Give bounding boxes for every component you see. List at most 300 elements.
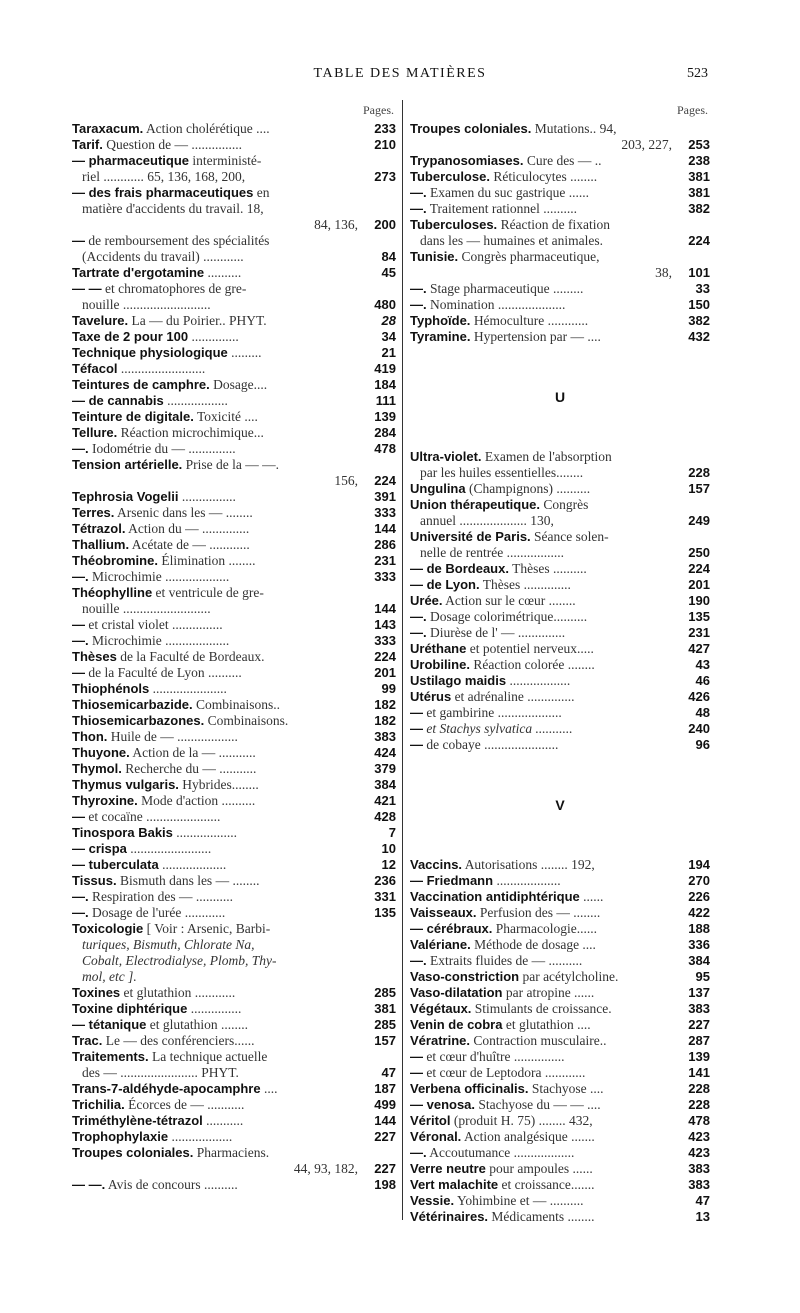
entry-continuation: mol, etc ]. — [82, 969, 137, 984]
entry-page-number: 190 — [688, 593, 710, 608]
index-entry — [72, 553, 396, 569]
index-entry — [72, 233, 396, 249]
entry-description: ................ — [181, 489, 236, 504]
index-entry — [410, 329, 710, 345]
index-entry — [410, 249, 710, 265]
entry-continuation: Cobalt, Electrodialyse, Plomb, Thy- — [82, 953, 277, 968]
entry-page-number: 383 — [688, 1177, 710, 1192]
index-entry — [410, 281, 710, 297]
index-entry — [410, 873, 710, 889]
entry-description: et chromatophores de gre- — [105, 281, 247, 296]
entry-page-number: 45 — [381, 265, 396, 280]
entry-headword: Tuberculoses. — [410, 217, 498, 232]
index-entry — [72, 1033, 396, 1049]
entry-headword: — — [72, 617, 85, 632]
entry-headword: Vaso-constriction — [410, 969, 520, 984]
entry-description: Hémoculture ............ — [473, 313, 589, 328]
index-entry — [72, 889, 396, 905]
entry-headword: — tuberculata — [72, 857, 159, 872]
entry-description: .................. — [176, 825, 238, 840]
entry-headword: Taxe de 2 pour 100 — [72, 329, 189, 344]
index-entry — [72, 521, 396, 537]
index-entry — [410, 641, 710, 657]
entry-page-number: 188 — [688, 921, 710, 936]
entry-headword: — — [410, 721, 423, 736]
index-entry — [72, 601, 396, 617]
entry-headword: — pharmaceutique — [72, 153, 190, 168]
index-entry — [72, 617, 396, 633]
index-entry — [72, 265, 396, 281]
entry-headword: Utérus — [410, 689, 452, 704]
entry-description: Nomination .................... — [430, 297, 566, 312]
entry-description: Cure des — .. — [526, 153, 602, 168]
entry-description: Combinaisons. — [207, 713, 289, 728]
index-entry — [72, 217, 396, 233]
entry-page-number: 233 — [374, 121, 396, 136]
entry-headword: Vaccination antidiphtérique — [410, 889, 580, 904]
index-entry — [410, 1049, 710, 1065]
entry-headword: — — — [72, 281, 102, 296]
entry-page-number: 224 — [374, 649, 396, 664]
entry-headword: — de Lyon. — [410, 577, 480, 592]
entry-page-number: 143 — [374, 617, 396, 632]
entry-headword: Téfacol — [72, 361, 118, 376]
entry-page-number: 249 — [688, 513, 710, 528]
entry-continuation: matière d'accidents du travail. 18, — [82, 201, 264, 216]
index-entry — [410, 153, 710, 169]
entry-headword: Troupes coloniales. — [72, 1145, 194, 1160]
entry-description: Accoutumance .................. — [429, 1145, 575, 1160]
entry-page-number: 382 — [688, 313, 710, 328]
entry-description: Traitement rationnel .......... — [429, 201, 577, 216]
entry-description: Méthode de dosage .... — [474, 937, 596, 952]
index-entry — [410, 481, 710, 497]
entry-page-number: 28 — [381, 313, 396, 328]
index-entry — [72, 921, 396, 937]
entry-page-number: 419 — [374, 361, 396, 376]
index-entry — [410, 1017, 710, 1033]
entry-page-number: 184 — [374, 377, 396, 392]
index-entry — [410, 529, 710, 545]
entry-headword: Teinture de digitale. — [72, 409, 194, 424]
entry-headword: Thiophénols — [72, 681, 150, 696]
entry-page-number: 238 — [688, 153, 710, 168]
entry-page-number: 384 — [688, 953, 710, 968]
index-entry — [72, 745, 396, 761]
entry-headword: —. — [72, 633, 89, 648]
entry-headword: —. — [72, 889, 89, 904]
entry-description: et cocaïne ...................... — [88, 809, 221, 824]
entry-headword: —. — [410, 297, 427, 312]
index-entry — [72, 1065, 396, 1081]
index-entry — [72, 489, 396, 505]
entry-description: Stimulants de croissance. — [474, 1001, 612, 1016]
index-entry — [72, 729, 396, 745]
entry-headword: —. — [410, 609, 427, 624]
entry-page-number: 333 — [374, 633, 396, 648]
section-gap — [410, 345, 710, 385]
entry-description: Bismuth dans les — ........ — [119, 873, 260, 888]
entry-description: et gambirine ................... — [426, 705, 562, 720]
entry-description: et glutathion .... — [505, 1017, 591, 1032]
entry-headword: Toxicologie — [72, 921, 144, 936]
entry-headword: Venin de cobra — [410, 1017, 503, 1032]
entry-page-number: 224 — [688, 233, 710, 248]
entry-page-number: 224 — [374, 473, 396, 488]
entry-page-number: 240 — [688, 721, 710, 736]
entry-description: Examen de l'absorption — [484, 449, 612, 464]
index-entry — [72, 537, 396, 553]
entry-page-number: 139 — [374, 409, 396, 424]
right-entries-u — [410, 449, 710, 753]
entry-headword: — de cannabis — [72, 393, 164, 408]
entry-description: .......... — [207, 265, 242, 280]
entry-headword: Thèses — [72, 649, 117, 664]
entry-continuation: riel ............ 65, 136, 168, 200, — [82, 169, 246, 184]
index-entry — [410, 185, 710, 201]
entry-description: Action de la — ........... — [132, 745, 256, 760]
entry-page-number: 227 — [688, 1017, 710, 1032]
entry-page-number: 21 — [381, 345, 396, 360]
entry-headword: Théophylline — [72, 585, 153, 600]
entry-description: Iodométrie du — .............. — [92, 441, 236, 456]
entry-description: et glutathion ........ — [149, 1017, 249, 1032]
index-entry — [72, 313, 396, 329]
entry-description: Autorisations ........ 192, — [464, 857, 595, 872]
entry-page-number: 231 — [374, 553, 396, 568]
entry-headword: Ultra-violet. — [410, 449, 482, 464]
index-entry — [72, 985, 396, 1001]
entry-headword: Vératrine. — [410, 1033, 470, 1048]
entry-description: ...... — [583, 889, 604, 904]
entry-headword: Tétrazol. — [72, 521, 126, 536]
entry-page-number: 285 — [374, 1017, 396, 1032]
entry-description: et Stachys sylvatica ........... — [426, 721, 573, 736]
entry-description: ................... — [162, 857, 227, 872]
entry-continuation: (Accidents du travail) ............ — [82, 249, 244, 264]
entry-headword: Tellure. — [72, 425, 118, 440]
index-entry — [410, 889, 710, 905]
entry-headword: Thiosemicarbazide. — [72, 697, 193, 712]
index-entry — [72, 137, 396, 153]
entry-headword: Thymol. — [72, 761, 122, 776]
index-entry — [72, 665, 396, 681]
entry-description: Contraction musculaire.. — [473, 1033, 607, 1048]
entry-headword: Trac. — [72, 1033, 103, 1048]
entry-page-number: 135 — [688, 609, 710, 624]
entry-description: Séance solen- — [534, 529, 609, 544]
entry-headword: Théobromine. — [72, 553, 158, 568]
entry-page-number: 287 — [688, 1033, 710, 1048]
entry-headword: — venosa. — [410, 1097, 476, 1112]
index-entry — [410, 1097, 710, 1113]
running-title: TABLE DES MATIÈRES — [313, 66, 487, 81]
index-entry — [410, 625, 710, 641]
index-entry — [410, 465, 710, 481]
index-entry — [72, 969, 396, 985]
entry-description: Le — des conférenciers...... — [105, 1033, 255, 1048]
entry-headword: Vétérinaires. — [410, 1209, 489, 1224]
entry-description: et potentiel nerveux..... — [469, 641, 594, 656]
entry-headword: Tyramine. — [410, 329, 471, 344]
entry-page-number: 84 — [381, 249, 396, 264]
index-entry — [410, 297, 710, 313]
entry-description: Huile de — .................. — [110, 729, 238, 744]
index-entry — [410, 169, 710, 185]
entry-page-number: 201 — [374, 665, 396, 680]
entry-headword: Tarif. — [72, 137, 103, 152]
index-entry — [410, 721, 710, 737]
entry-page-number: 48 — [695, 705, 710, 720]
index-entry — [72, 1049, 396, 1065]
entry-continuation: 38, — [655, 265, 672, 280]
index-entry — [72, 953, 396, 969]
entry-description: Réaction colorée ........ — [473, 657, 595, 672]
entry-description: .................. — [167, 393, 228, 408]
entry-description: en — [256, 185, 270, 200]
index-entry — [410, 561, 710, 577]
entry-page-number: 236 — [374, 873, 396, 888]
entry-headword: Tartrate d'ergotamine — [72, 265, 205, 280]
entry-page-number: 381 — [688, 169, 710, 184]
entry-headword: Teintures de camphre. — [72, 377, 210, 392]
index-entry — [72, 249, 396, 265]
entry-headword: Trypanosomiases. — [410, 153, 524, 168]
entry-page-number: 182 — [374, 713, 396, 728]
entry-page-number: 228 — [688, 465, 710, 480]
entry-description: Mode d'action .......... — [141, 793, 256, 808]
index-entry — [72, 329, 396, 345]
index-entry — [410, 1209, 710, 1225]
entry-continuation: 156, — [334, 473, 358, 488]
entry-continuation: 44, 93, 182, — [293, 1161, 358, 1176]
entry-continuation: nouille .......................... — [82, 297, 211, 312]
entry-description: par atropine ...... — [505, 985, 595, 1000]
entry-description: interministé- — [192, 153, 262, 168]
entry-page-number: 7 — [388, 825, 396, 840]
entry-description: Avis de concours .......... — [107, 1177, 238, 1192]
entry-headword: Thon. — [72, 729, 108, 744]
entry-headword: — — [72, 809, 85, 824]
entry-description: .... — [263, 1081, 278, 1096]
entry-page-number: 424 — [374, 745, 396, 760]
index-entry — [72, 841, 396, 857]
entry-headword: Verbena officinalis. — [410, 1081, 529, 1096]
entry-headword: — — [410, 737, 423, 752]
index-entry — [72, 905, 396, 921]
entry-description: Congrès pharmaceutique, — [461, 249, 600, 264]
entry-description: Hypertension par — .... — [473, 329, 601, 344]
entry-headword: Vaso-dilatation — [410, 985, 503, 1000]
entry-description: ...................... — [152, 681, 227, 696]
entry-description: Stachyose du — — .... — [478, 1097, 601, 1112]
entry-page-number: 285 — [374, 985, 396, 1000]
index-entry — [72, 1113, 396, 1129]
entry-description: Pharmacologie...... — [495, 921, 597, 936]
entry-description: et cristal violet ............... — [88, 617, 223, 632]
entry-page-number: 383 — [688, 1161, 710, 1176]
index-entry — [72, 1001, 396, 1017]
entry-description: et glutathion ............ — [123, 985, 236, 1000]
index-entry — [410, 313, 710, 329]
letter-heading-u: U — [554, 389, 566, 405]
index-entry — [410, 1129, 710, 1145]
index-entry — [72, 825, 396, 841]
index-entry — [72, 377, 396, 393]
entry-description: Élimination ........ — [161, 553, 256, 568]
entry-headword: Tension artérielle. — [72, 457, 183, 472]
entry-headword: —. — [410, 201, 427, 216]
index-entry — [72, 393, 396, 409]
right-entries-t — [410, 121, 710, 345]
entry-page-number: 228 — [688, 1097, 710, 1112]
index-entry — [410, 545, 710, 561]
index-entry — [72, 761, 396, 777]
entry-description: ......... — [231, 345, 262, 360]
entry-description: Examen du suc gastrique ...... — [430, 185, 589, 200]
entry-page-number: 333 — [374, 569, 396, 584]
entry-description: Dosage.... — [213, 377, 268, 392]
entry-page-number: 227 — [374, 1129, 396, 1144]
entry-page-number: 226 — [688, 889, 710, 904]
entry-page-number: 157 — [688, 481, 710, 496]
entry-page-number: 422 — [688, 905, 710, 920]
entry-description: .............. — [191, 329, 239, 344]
entry-description: Congrès — [543, 497, 589, 512]
entry-continuation: turiques, Bismuth, Chlorate Na, — [82, 937, 255, 952]
entry-description: Perfusion des — ........ — [479, 905, 601, 920]
entry-page-number: 33 — [695, 281, 710, 296]
entry-headword: —. — [410, 625, 427, 640]
entry-description: Diurèse de l' — .............. — [430, 625, 566, 640]
entry-description: Action cholérétique .... — [145, 121, 270, 136]
entry-description: (produit H. 75) ........ 432, — [453, 1113, 593, 1128]
entry-page-number: 478 — [374, 441, 396, 456]
entry-page-number: 10 — [381, 841, 396, 856]
index-entry — [72, 873, 396, 889]
entry-headword: Verre neutre — [410, 1161, 486, 1176]
entry-description: ........................ — [130, 841, 212, 856]
entry-description: Stachyose .... — [531, 1081, 604, 1096]
entry-page-number: 382 — [688, 201, 710, 216]
entry-headword: Thiosemicarbazones. — [72, 713, 205, 728]
index-entry — [72, 1129, 396, 1145]
entry-headword: — Friedmann — [410, 873, 494, 888]
entry-description: Dosage de l'urée ............ — [92, 905, 226, 920]
entry-headword: Typhoïde. — [410, 313, 471, 328]
entry-continuation: nouille .......................... — [82, 601, 211, 616]
entry-description: La — du Poirier.. PHYT. — [131, 313, 267, 328]
entry-headword: Université de Paris. — [410, 529, 531, 544]
entry-page-number: 34 — [381, 329, 396, 344]
entry-headword: — tétanique — [72, 1017, 147, 1032]
entry-description: Réticulocytes ........ — [493, 169, 598, 184]
entry-headword: — — [410, 705, 423, 720]
entry-page-number: 144 — [374, 1113, 396, 1128]
index-entry — [72, 569, 396, 585]
index-entry — [410, 201, 710, 217]
entry-description: Microchimie ................... — [92, 633, 230, 648]
entry-continuation: annuel .................... 130, — [420, 513, 554, 528]
index-entry — [410, 985, 710, 1001]
entry-headword: Ustilago maidis — [410, 673, 507, 688]
index-entry — [410, 513, 710, 529]
entry-description: Respiration des — ........... — [92, 889, 233, 904]
entry-headword: Toxine diphtérique — [72, 1001, 188, 1016]
left-column — [72, 103, 396, 1193]
entry-page-number: 144 — [374, 521, 396, 536]
entry-headword: Valériane. — [410, 937, 471, 952]
entry-page-number: 381 — [688, 185, 710, 200]
section-gap — [410, 817, 710, 857]
entry-headword: Ungulina — [410, 481, 466, 496]
index-entry — [72, 473, 396, 489]
entry-headword: Tuberculose. — [410, 169, 490, 184]
entry-headword: — de Bordeaux. — [410, 561, 509, 576]
index-entry — [410, 905, 710, 921]
entry-page-number: 228 — [688, 1081, 710, 1096]
entry-page-number: 336 — [688, 937, 710, 952]
entry-description: Microchimie ................... — [92, 569, 230, 584]
entry-headword: — — [410, 1065, 423, 1080]
index-entry — [410, 1177, 710, 1193]
entry-page-number: 182 — [374, 697, 396, 712]
entry-description: ......................... — [120, 361, 206, 376]
entry-description: Thèses .......... — [512, 561, 587, 576]
entry-headword: Technique physiologique — [72, 345, 228, 360]
section-gap — [410, 753, 710, 793]
entry-headword: Urée. — [410, 593, 443, 608]
index-entry — [72, 201, 396, 217]
entry-page-number: 331 — [374, 889, 396, 904]
entry-description: [ Voir : Arsenic, Barbi- — [146, 921, 271, 936]
entry-headword: Uréthane — [410, 641, 467, 656]
entry-description: ........... — [206, 1113, 244, 1128]
index-entry — [410, 1161, 710, 1177]
index-entry — [72, 505, 396, 521]
entry-page-number: 139 — [688, 1049, 710, 1064]
entry-continuation: 84, 136, — [314, 217, 358, 232]
index-entry — [72, 169, 396, 185]
index-entry — [410, 673, 710, 689]
entry-page-number: 379 — [374, 761, 396, 776]
index-entry — [72, 857, 396, 873]
entry-page-number: 499 — [374, 1097, 396, 1112]
entry-headword: —. — [72, 441, 89, 456]
entry-page-number: 99 — [381, 681, 396, 696]
entry-page-number: 427 — [688, 641, 710, 656]
entry-headword: Trichilia. — [72, 1097, 125, 1112]
entry-description: .................. — [171, 1129, 233, 1144]
entry-description: de cobaye ...................... — [426, 737, 559, 752]
index-entry — [410, 969, 710, 985]
entry-description: Arsenic dans les — ........ — [117, 505, 253, 520]
entry-headword: Union thérapeutique. — [410, 497, 540, 512]
entry-headword: — des frais pharmaceutiques — [72, 185, 254, 200]
index-entry — [410, 577, 710, 593]
index-entry — [72, 361, 396, 377]
entry-headword: Taraxacum. — [72, 121, 144, 136]
entry-page-number: 421 — [374, 793, 396, 808]
entry-continuation: des — ....................... PHYT. — [82, 1065, 239, 1080]
entry-headword: Vaccins. — [410, 857, 463, 872]
entry-page-number: 141 — [688, 1065, 710, 1080]
entry-description: Réaction de fixation — [500, 217, 611, 232]
entry-headword: — — [72, 233, 85, 248]
entry-page-number: 198 — [374, 1177, 396, 1192]
entry-description: par acétylcholine. — [522, 969, 619, 984]
index-entry — [72, 585, 396, 601]
